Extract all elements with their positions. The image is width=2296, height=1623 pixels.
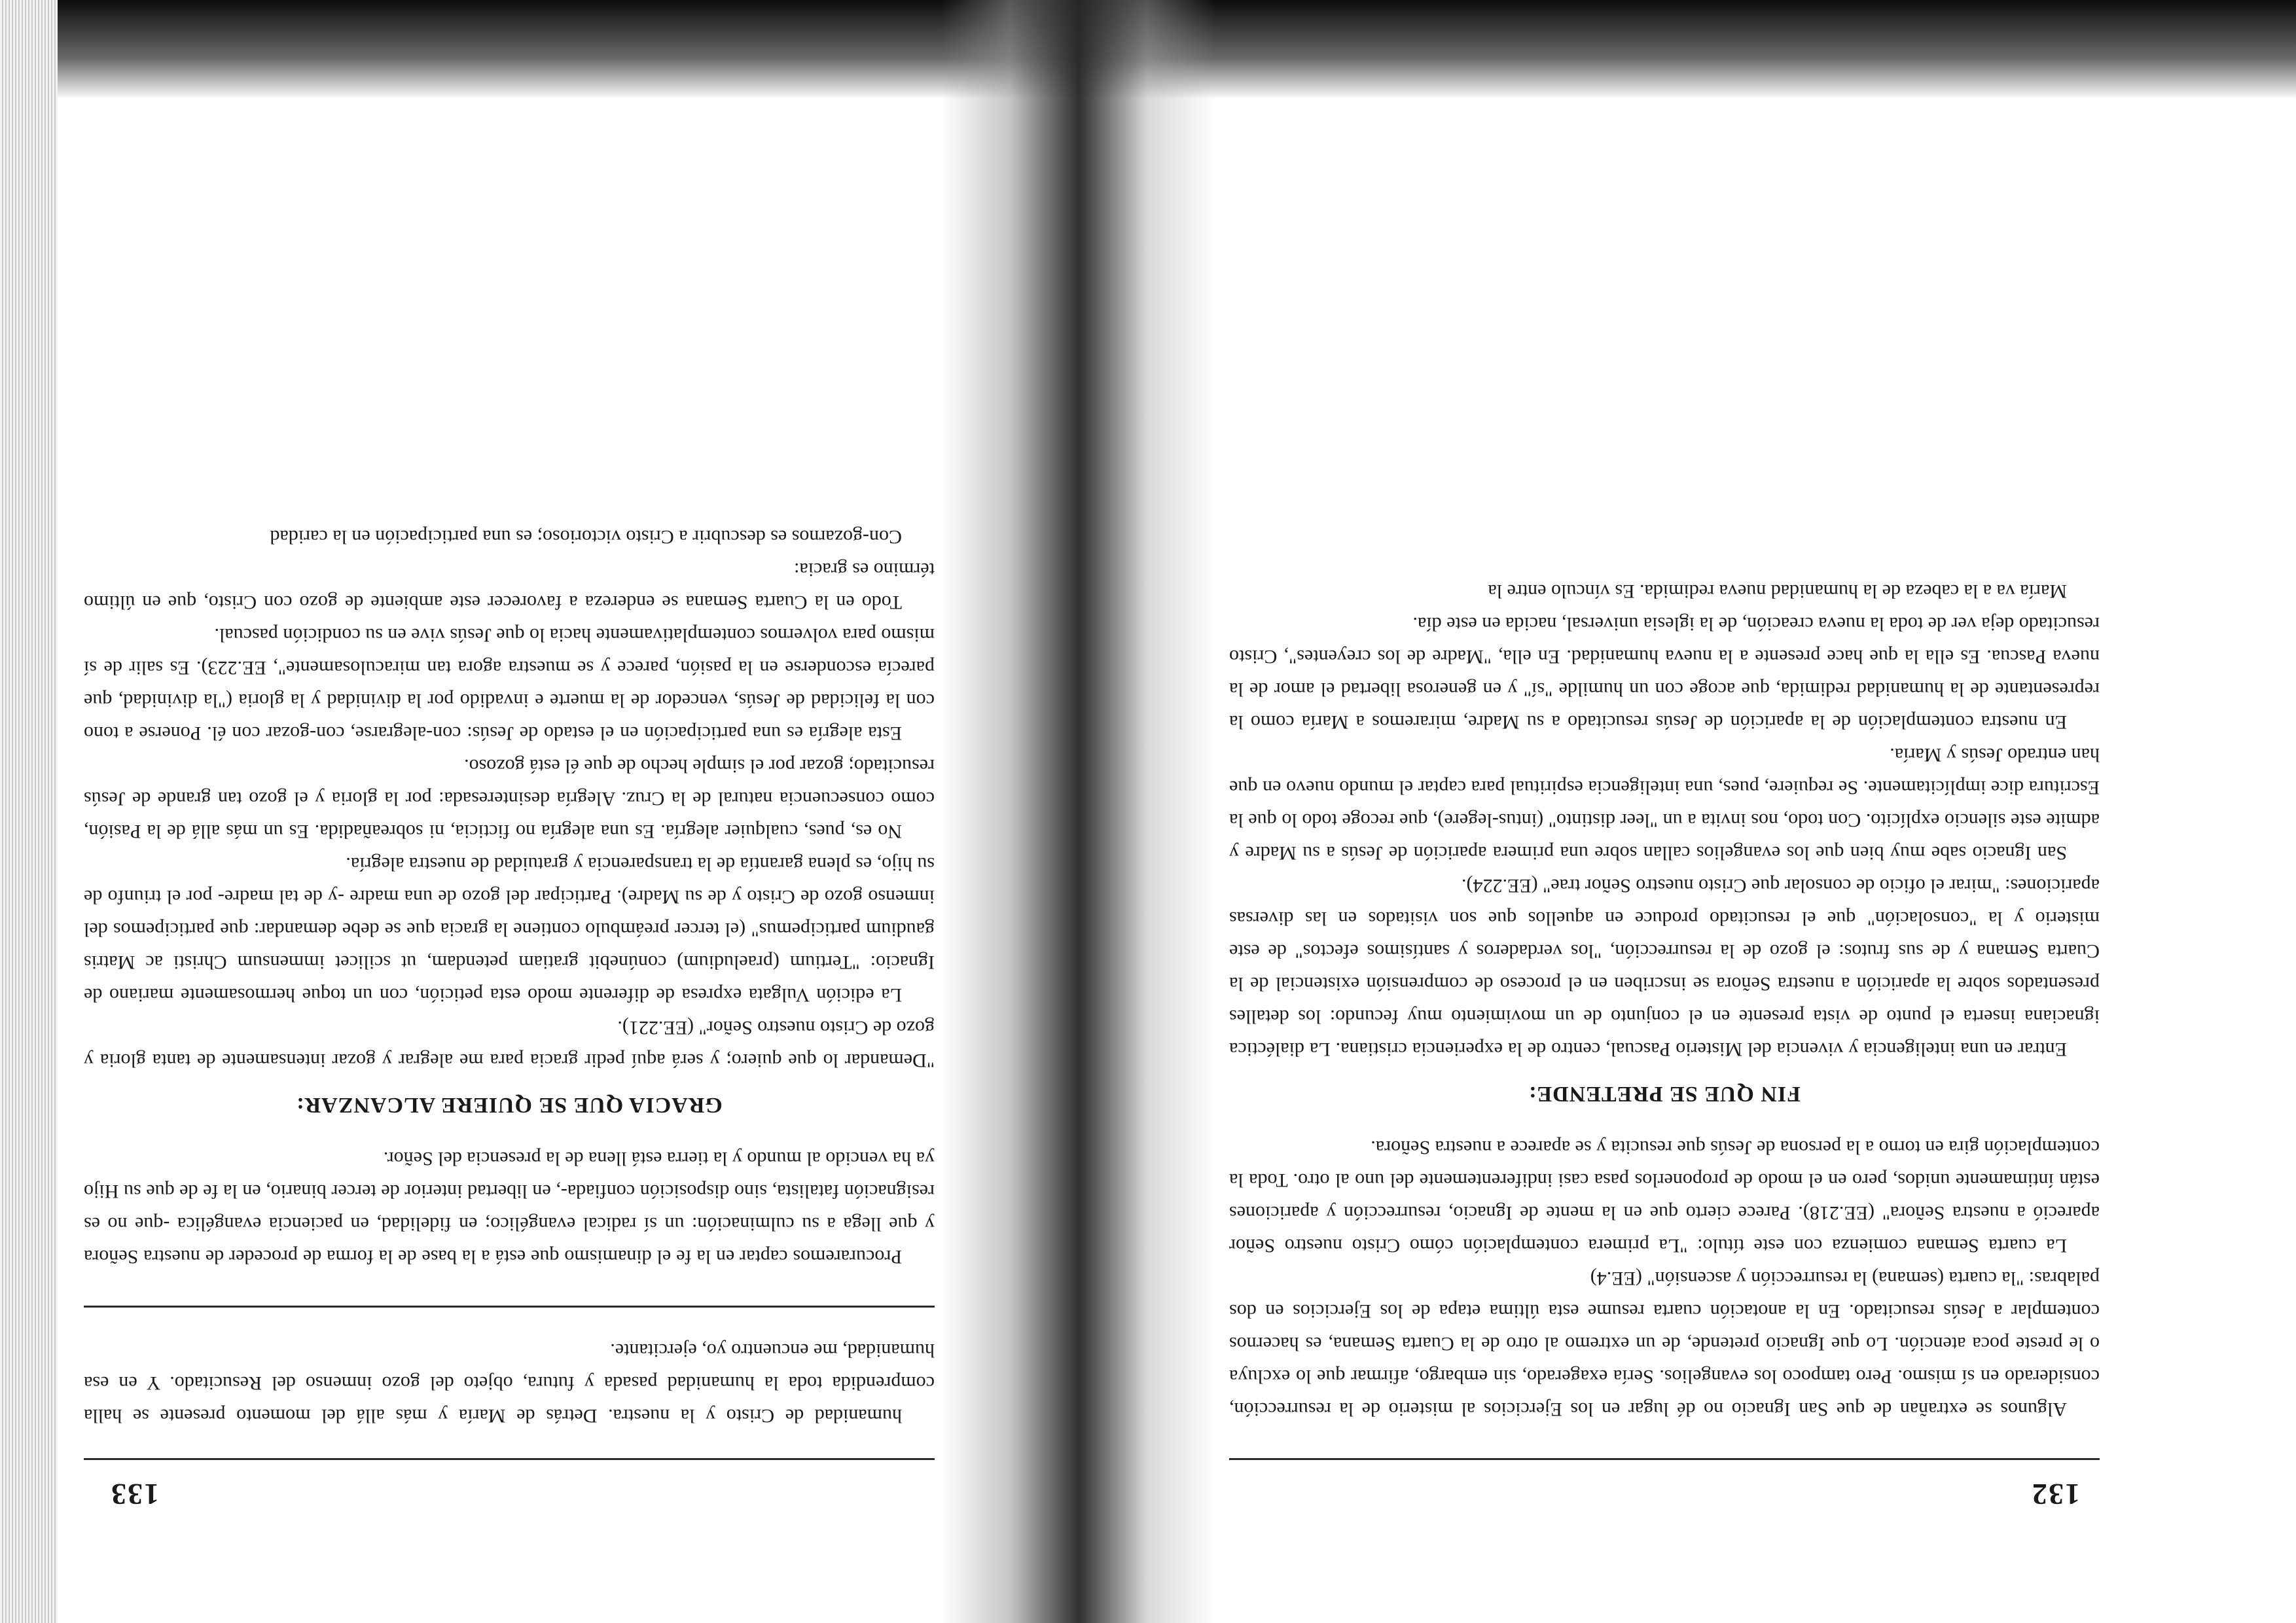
section-heading: GRACIA QUE SE QUIERE ALCANZAR:: [296, 1093, 723, 1117]
paragraph: humanidad de Cristo y la nuestra. Detrás de María y más allá del momento presente se halla comprendida toda la humanidad pasada y futura, objeto del gozo inmenso del Resucitado. Y en esa humanidad, me encuentro yo, ejercitante.: [84, 1340, 935, 1427]
quote-paragraph: "Demandar lo que quiero; y será aquí pedir gracia para me alegrar y gozar intensamente de tanta gloria y gozo de Cristo nuestro Señor" (EE.221).: [84, 1017, 935, 1071]
page-132: [1229, 575, 2100, 1512]
paragraph: Algunos se extrañan de que San Ignacio no dé lugar en los Ejercicios al misterio de la resurrección, considerado en sí mismo. Pero tampoco los evangelios. Sería exagerado, sin embargo, afirmar que lo excluya o le preste poca atención. Lo que Ignacio pretende, de un extremo al otro de la Cuarta Semana, es hacernos contemplar a Jesús resucitado. En la anotación cuarta resume esta última etapa de los Ejercicios en dos palabras: "la cuarta (semana) la resurrección y ascensión" (EE.4): [1229, 1268, 2100, 1420]
page-133: [84, 520, 935, 1512]
paragraph: La cuarta Semana comienza con este título: "La primera contemplación cómo Cristo nuestro Señor apareció a nuestra Señora" (EE.218). Parece cierto que en la mente de Ignacio, resurrección y apariciones están íntimamente unidos, pero en el modo de proponerlos pasa casi indiferentemente del uno al otro. Toda la contemplación gira en torno a la persona de Jesús que resucita y se aparece a nuestra Señora.: [1229, 1137, 2100, 1257]
paragraph: San Ignacio sabe muy bien que los evangelios callan sobre una primera aparición de Jesús a su Madre y admite este silencio explícito. Con todo, nos invita a un "leer distinto" (intus-legere), que recoge todo lo que la Escritura dice implícitamente. Se requiere, pues, una inteligencia espiritual para captar el mundo nuevo en que han entrado Jesús y María.: [1229, 744, 2100, 864]
page-edges-stack: [0, 0, 58, 1623]
page-body: [1229, 575, 2100, 1425]
page-number: 133: [110, 1478, 159, 1511]
paragraph: Con-gozarnos es descubrir a Cristo victorioso; es una participación en la caridad: [270, 526, 902, 548]
page-number: 132: [2031, 1478, 2080, 1511]
book-gutter-shadow: [941, 0, 1216, 1623]
paragraph: Entrar en una inteligencia y vivencia del Misterio Pascual, centro de la experiencia cristiana. La dialéctica ignaciana inserta el punto de vista presente en el conjunto de un movimiento muy fecundo: los detalles presentados sobre la aparición a nuestra Señora se inscriben en el proceso de comprensión existencial de la Cuarta Semana y de sus frutos: el gozo de la resurrección, "los verdaderos y santísimos efectos" de este misterio y la "consolación" que el resucitado produce en aquellos que son visitados en las diversas apariciones: "mirar el oficio de consolar que Cristo nuestro Señor trae" (EE.224).: [1229, 875, 2100, 1060]
header-rule: [84, 1458, 935, 1460]
paragraph: Procuraremos captar en la fe el dinamismo que está a la base de la forma de proceder de nuestra Señora y que llega a su culminación: un sí radical evangélico; en fidelidad, en paciencia evangélica -que no es resignación fatalista, sino disposición confiada-, en libertad interior de tercer binario, en la fe de que su Hijo ya ha vencido al mundo y la tierra está llena de la presencia del Señor.: [84, 1148, 935, 1268]
paragraph: Todo en la Cuarta Semana se endereza a favorecer este ambiente de gozo con Cristo, que en último término es gracia:: [84, 559, 935, 613]
paragraph: No es, pues, cualquier alegría. Es una alegría no ficticia, ni sobreañadida. Es un más allá de la Pasión, como consecuencia natural de la Cruz. Alegría desinteresada: por la gloria y el gozo tan grande de Jesús resucitado; gozar por el simple hecho de que él está gozoso.: [84, 755, 935, 842]
header-rule: [1229, 1458, 2100, 1460]
paragraph: María va a la cabeza de la humanidad nueva redimida. Es vínculo entre la: [1488, 580, 2067, 602]
section-heading: FIN QUE SE PRETENDE:: [1528, 1082, 1801, 1106]
section-rule: [84, 1306, 935, 1308]
page-body: [84, 520, 935, 1432]
paragraph: En nuestra contemplación de la aparición de Jesús resucitado a su Madre, miraremos a María como la representante de la humanidad redimida, que acoge con un humilde "sí" y en generosa libertad el amor de la nueva Pascua. Es ella la que hace presente a la nueva humanidad. En ella, "Madre de los creyentes", Cristo resucitado deja ver de toda la nueva creación, de la iglesia universal, nacida en este día.: [1229, 613, 2100, 733]
paragraph: Esta alegría es una participación en el estado de Jesús: con-alegrarse, con-gozar con él. Ponerse a tono con la felicidad de Jesús, vencedor de la muerte e invadido por la divinidad y la gloria ("la divinidad, que parecía esconderse en la pasión, parece y se muestra agora tan miraculosamente", EE.223). Es salir de sí mismo para volvernos contemplativamente hacia lo que Jesús vive en su condición pascual.: [84, 624, 935, 744]
paragraph: La edición Vulgata expresa de diferente modo esta petición, con un toque hermosamente mariano de Ignacio: "Tertium (praeludium) conúnebit gratiam petendam, ut scilicet immensum Christi ac Matris gaudium participemus" (el tercer preámbulo contiene la gracia que se debe demandar: que participemos del inmenso gozo de Cristo y de su Madre). Participar del gozo de una madre -y de tal madre- por el triunfo de su hijo, es plena garantía de la transparencia y gratuidad de nuestra alegría.: [84, 853, 935, 1006]
